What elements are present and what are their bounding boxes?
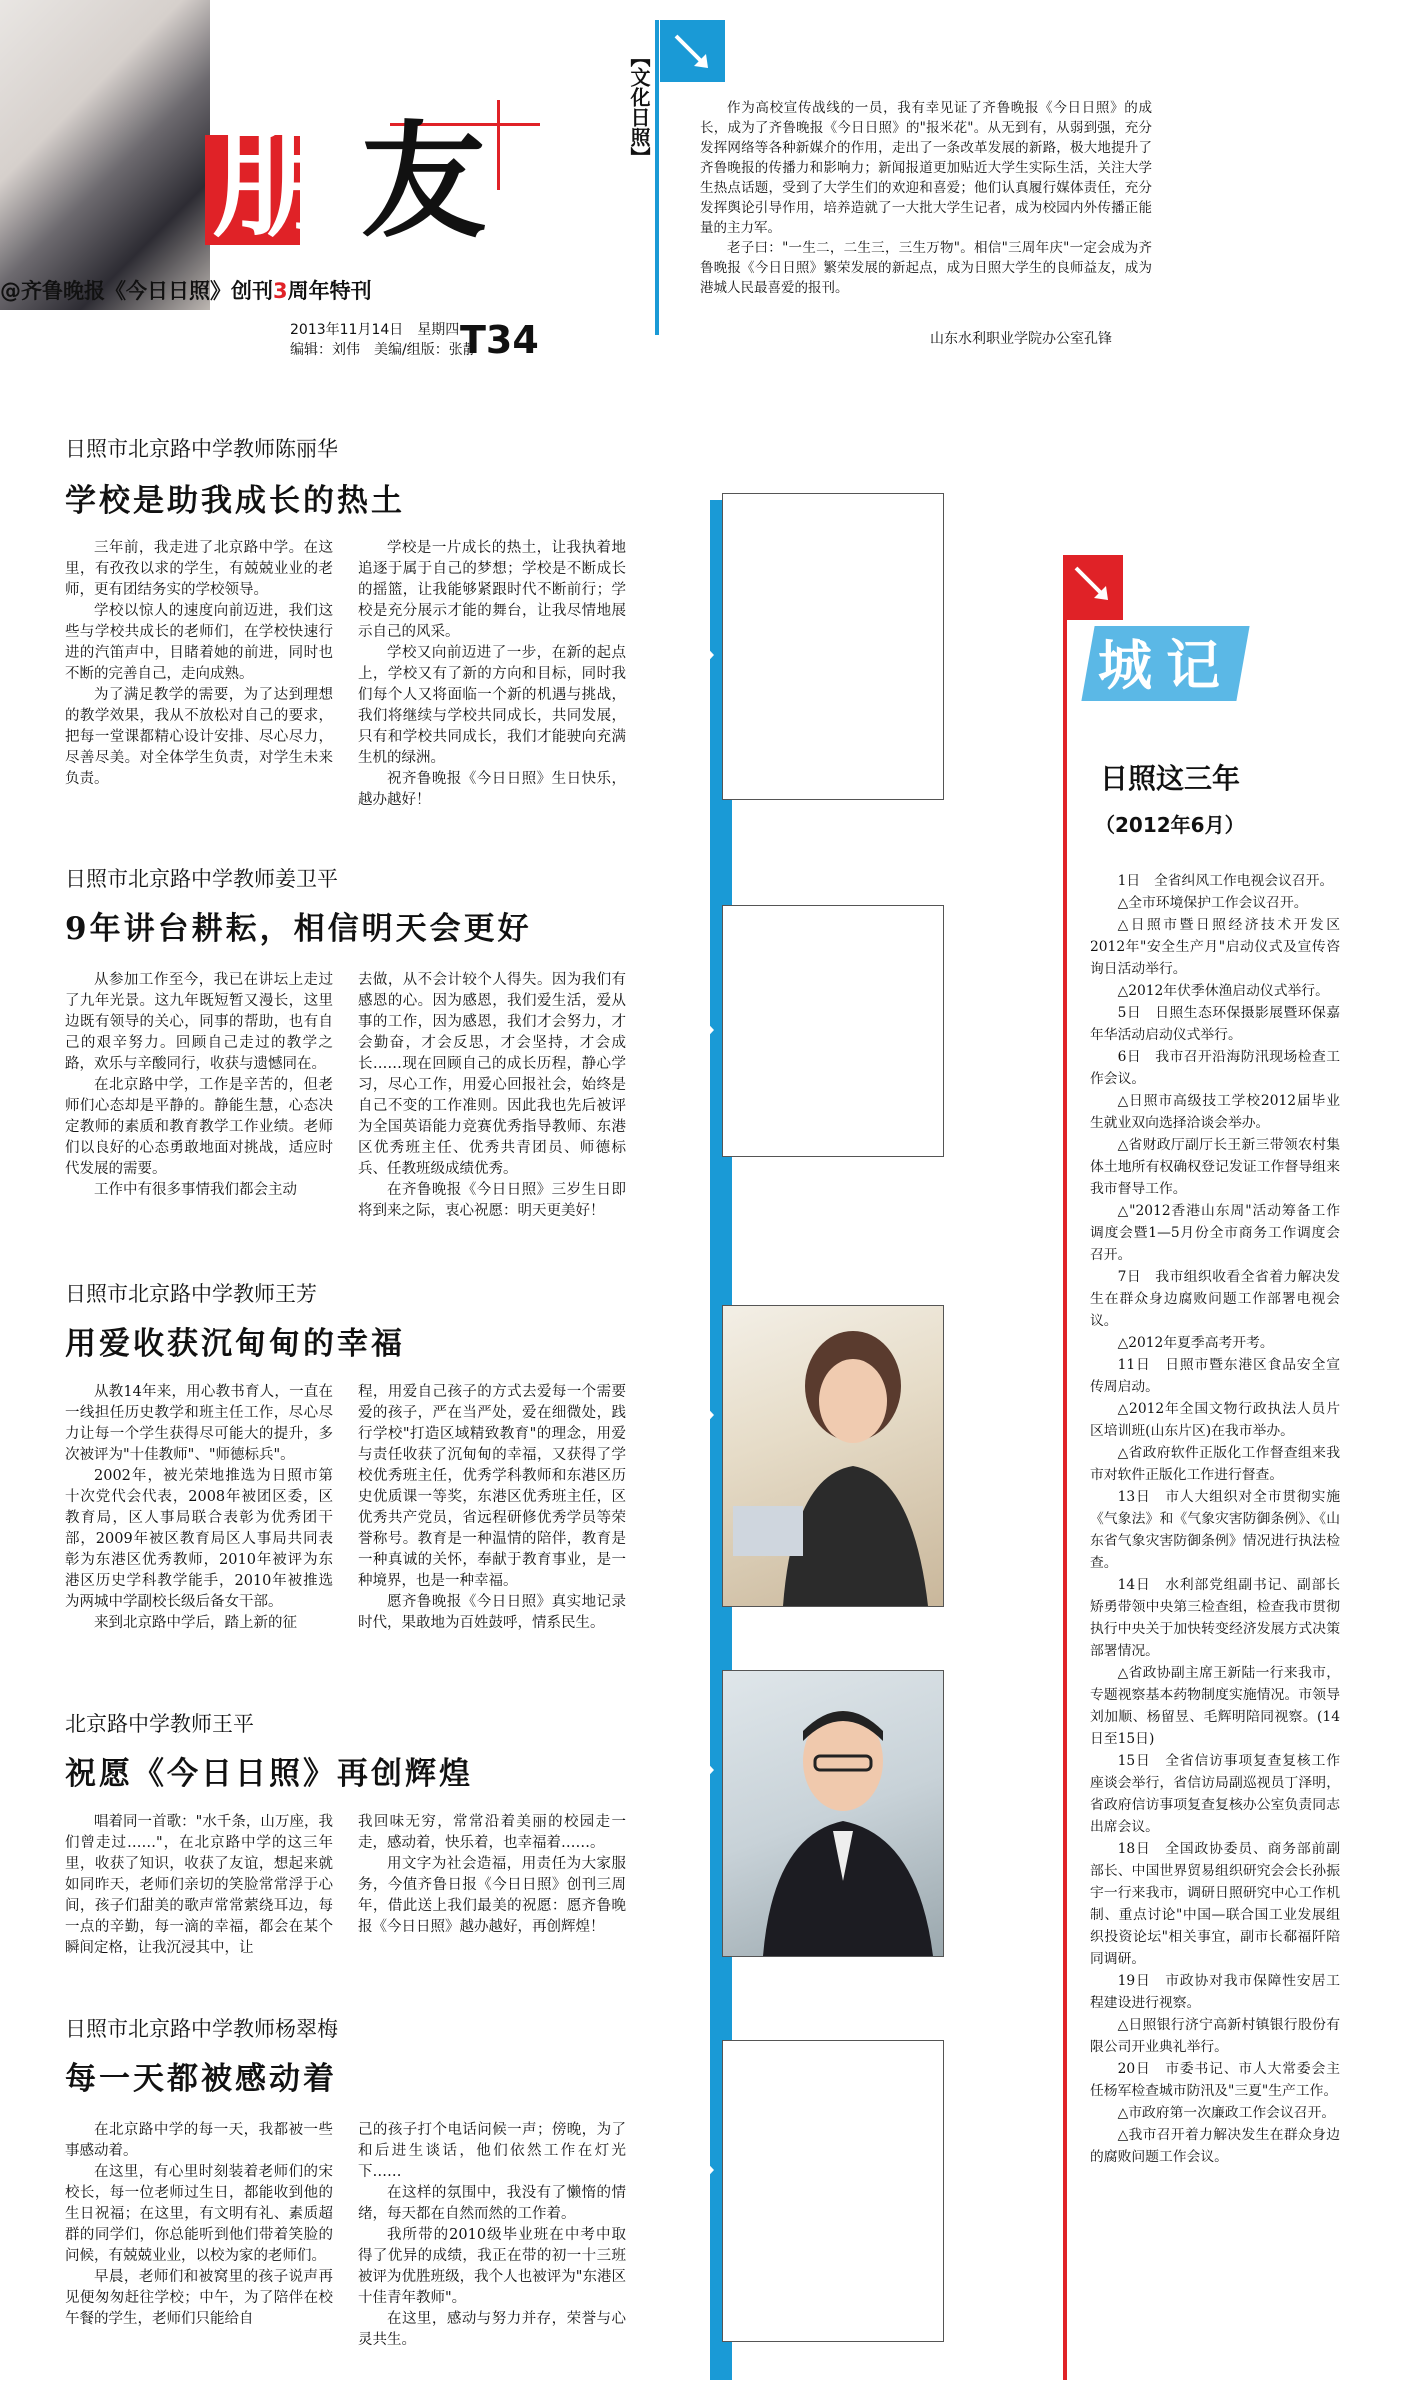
article-column-left — [65, 970, 333, 1201]
article-paragraph: 己的孩子打个电话问候一声；傍晚，为了和后进生谈话，他们依然工作在灯光下…… — [358, 2122, 626, 2180]
masthead-editors: 编辑：刘伟 美编/组版：张静 — [290, 342, 477, 358]
article-column-right — [358, 970, 626, 1222]
chengji-entry: 5日 日照生态环保摄影展暨环保嘉年华活动启动仪式举行。 — [1090, 1005, 1340, 1043]
culture-paragraph: 作为高校宣传战线的一员，我有幸见证了齐鲁晚报《今日日照》的成长，成为了齐鲁晚报《今日日照》的"报米花"。从无到有，从弱到强，充分发挥网络等各种新媒介的作用，走出了一条改革发展的新路，极大地提升了齐鲁晚报的传播力和影响力；新闻报道更加贴近大学生实际生活，关注大学生热点话题，受到了大学生们的欢迎和喜爱；他们认真履行媒体责任，充分发挥舆论引导作用，培养造就了一大批大学生记者，成为校园内外传播正能量的主力军。 — [700, 100, 1152, 236]
article-author: 日照市北京路中学教师王芳 — [65, 1282, 317, 1306]
timeline-notch — [700, 1400, 714, 1430]
article-title: 学校是助我成长的热土 — [65, 483, 405, 519]
culture-blue-line — [655, 20, 659, 335]
article-paragraph: 在北京路中学，工作是辛苦的，但老师们心态却是平静的。静能生慧，心态决定教师的素质和教育教学工作业绩。老师们以良好的心态勇敢地面对挑战，适应时代发展的需要。 — [65, 1077, 333, 1177]
article-paragraph: 早晨，老师们和被窝里的孩子说声再见便匆匆赶往学校；中午，为了陪伴在校午餐的学生，老师们只能给自 — [65, 2269, 333, 2327]
masthead-subtitle-prefix: @齐鲁晚报《今日日照》创刊 — [0, 279, 273, 303]
chengji-entry: △省财政厅副厅长王新三带领农村集体土地所有权确权登记发证工作督导组来我市督导工作。 — [1090, 1137, 1340, 1197]
article-author: 日照市北京路中学教师陈丽华 — [65, 437, 338, 461]
culture-signature: 山东水利职业学院办公室孔锋 — [930, 331, 1112, 347]
chengji-entry: 19日 市政协对我市保障性安居工程建设进行视察。 — [1090, 1973, 1340, 2011]
article-paragraph: 三年前，我走进了北京路中学。在这里，有孜孜以求的学生，有兢兢业业的老师，更有团结务实的学校领导。 — [65, 540, 333, 598]
teacher-photo-wangping — [722, 1670, 944, 1957]
masthead-subtitle-suffix: 周年特刊 — [287, 279, 372, 303]
chengji-entry: △2012年全国文物行政执法人员片区培训班(山东片区)在我市举办。 — [1090, 1401, 1340, 1439]
article-paragraph: 工作中有很多事情我们都会主动 — [94, 1182, 297, 1198]
masthead-info — [290, 320, 477, 360]
article-paragraph: 在这样的氛围中，我没有了懒惰的情绪，每天都在自然而然的工作着。 — [358, 2185, 626, 2222]
chengji-entry: 18日 全国政协委员、商务部前副部长、中国世界贸易组织研究会会长孙振宇一行来我市，调研日照研究中心工作机制、重点讨论"中国—联合国工业发展组织投资论坛"相关事宜，副市长郗福阡陪同调研。 — [1090, 1841, 1340, 1967]
chengji-entry: △2012年夏季高考开考。 — [1117, 1335, 1274, 1351]
chengji-entry: 14日 水利部党组副书记、副部长矫勇带领中央第三检查组，检查我市贯彻执行中央关于加快转变经济发展方式决策部署情况。 — [1090, 1577, 1340, 1659]
masthead-title-char1: 朋 — [212, 110, 351, 255]
timeline-notch — [700, 640, 714, 670]
chengji-entry: △市政府第一次廉政工作会议召开。 — [1117, 2105, 1336, 2121]
teacher-portrait-icon — [723, 1671, 943, 1956]
masthead-subtitle — [0, 275, 545, 311]
arrow-icon — [1068, 560, 1118, 610]
article-title: 每一天都被感动着 — [65, 2061, 337, 2097]
culture-body — [700, 98, 1152, 298]
article-author: 日照市北京路中学教师姜卫平 — [65, 867, 338, 891]
chengji-entry: 15日 全省信访事项复查复核工作座谈会举行，省信访局副巡视员丁泽明，省政府信访事项复查复核办公室负责同志出席会议。 — [1090, 1753, 1340, 1835]
teacher-photo-wangfang — [722, 1305, 944, 1607]
article-paragraph: 从参加工作至今，我已在讲坛上走过了九年光景。这九年既短暂又漫长，这里边既有领导的关心，同事的帮助，也有自己的艰辛努力。回顾自己走过的教学之路，欢乐与辛酸同行，收获与遗憾同在。 — [65, 972, 333, 1072]
culture-paragraph: 老子曰："一生二，二生三，三生万物"。相信"三周年庆"一定会成为齐鲁晚报《今日日照》繁荣发展的新起点，成为日照大学生的良师益友，成为港城人民最喜爱的报刊。 — [700, 240, 1152, 296]
article-column-left — [65, 2120, 333, 2330]
chengji-entry: 1日 全省纠风工作电视会议召开。 — [1117, 873, 1334, 889]
article-paragraph: 2002年，被光荣地推选为日照市第十次党代会代表，2008年被团区委，区教育局，区人事局联合表彰为优秀团干部，2009年被区教育局区人事局共同表彰为东港区优秀教师，2010年被评为东港区历史学科教学能手，2010年被推选为两城中学副校长级后备女干部。 — [65, 1468, 333, 1610]
chengji-entry: 13日 市人大组织对全市贯彻实施《气象法》和《气象灾害防御条例》、《山东省气象灾害防御条例》情况进行执法检查。 — [1090, 1489, 1340, 1571]
article-paragraph: 为了满足教学的需要，为了达到理想的教学效果，我从不放松对自己的要求，把每一堂课都精心设计安排、尽心尽力，尽善尽美。对全体学生负责，对学生未来负责。 — [65, 687, 333, 787]
chengji-tag: 城记 — [1098, 634, 1234, 697]
chengji-date: （2012年6月） — [1095, 813, 1245, 837]
article-column-right — [358, 1812, 626, 1938]
article-paragraph: 去做，从不会计较个人得失。因为我们有感恩的心。因为感恩，我们爱生活，爱从事的工作，因为感恩，我们才会努力，才会勤奋，才会反思，才会坚持，才会成长……现在回顾自己的成长历程，静心学习，尽心工作，用爱心回报社会，始终是自己不变的工作准则。因此我也先后被评为全国英语能力竞赛优秀指导教师、东港区优秀班主任、优秀共青团员、师德标兵、任教班级成绩优秀。 — [358, 972, 626, 1177]
chengji-entry: 20日 市委书记、市人大常委会主任杨军检查城市防汛及"三夏"生产工作。 — [1090, 2061, 1340, 2099]
article-paragraph: 祝齐鲁晚报《今日日照》生日快乐，越办越好！ — [358, 771, 626, 808]
masthead-subtitle-num: 3 — [273, 279, 288, 303]
photo-placeholder — [722, 493, 944, 800]
chengji-entry: △日照市高级技工学校2012届毕业生就业双向选择洽谈会举办。 — [1090, 1093, 1340, 1131]
article-paragraph: 愿齐鲁晚报《今日日照》真实地记录时代，果敢地为百姓鼓呼，情系民生。 — [358, 1594, 626, 1631]
chengji-entry: △全市环境保护工作会议召开。 — [1117, 895, 1308, 911]
masthead-handshake-photo — [0, 0, 210, 310]
chengji-entry: 11日 日照市暨东港区食品安全宣传周启动。 — [1090, 1357, 1340, 1395]
article-paragraph: 我回味无穷，常常沿着美丽的校园走一走，感动着，快乐着，也幸福着……。 — [358, 1814, 626, 1851]
chengji-entry: △日照银行济宁高新村镇银行股份有限公司开业典礼举行。 — [1090, 2017, 1340, 2055]
article-paragraph: 在北京路中学的每一天，我都被一些事感动着。 — [65, 2122, 333, 2159]
article-title: 用爱收获沉甸甸的幸福 — [65, 1326, 405, 1362]
article-author: 北京路中学教师王平 — [65, 1712, 254, 1736]
article-paragraph: 我所带的2010级毕业班在中考中取得了优异的成绩，我正在带的初一十三班被评为优胜班级，我个人也被评为"东港区十佳青年教师"。 — [358, 2227, 626, 2306]
masthead-date: 2013年11月14日 星期四 — [290, 322, 460, 338]
article-paragraph: 在这里，感动与努力并存，荣誉与心灵共生。 — [358, 2311, 626, 2348]
chengji-red-line — [1063, 615, 1067, 2380]
article-paragraph: 在这里，有心里时刻装着老师们的宋校长，每一位老师过生日，都能收到他的生日祝福；在这里，有文明有礼、素质超群的同学们，你总能听到他们带着笑脸的问候，有兢兢业业，以校为家的老师们。 — [65, 2164, 333, 2264]
masthead-title — [212, 110, 500, 255]
article-column-right — [358, 1382, 626, 1634]
article-author: 日照市北京路中学教师杨翠梅 — [65, 2017, 338, 2041]
article-column-right — [358, 538, 626, 811]
photo-placeholder — [722, 2040, 944, 2342]
page-number: T34 — [460, 318, 539, 362]
article-paragraph: 学校又向前迈进了一步，在新的起点上，学校又有了新的方向和目标，同时我们每个人又将面临一个新的机遇与挑战，我们将继续与学校共同成长，共同发展，只有和学校共同成长，我们才能驶向充满生机的绿洲。 — [358, 645, 626, 766]
teacher-portrait-icon — [723, 1306, 943, 1606]
article-paragraph: 用文字为社会造福，用责任为大家服务，今值齐鲁日报《今日日照》创刊三周年，借此送上我们最美的祝愿：愿齐鲁晚报《今日日照》越办越好，再创辉煌！ — [358, 1856, 626, 1935]
timeline-notch — [700, 1015, 714, 1045]
timeline-notch — [700, 1755, 714, 1785]
chengji-title: 日照这三年 — [1100, 762, 1241, 795]
chengji-entry: △"2012香港山东周"活动筹备工作调度会暨1—5月份全市商务工作调度会召开。 — [1090, 1203, 1340, 1263]
article-column-right — [358, 2120, 626, 2351]
masthead-title-char2: 友 — [361, 110, 500, 255]
article-title: 9年讲台耕耘，相信明天会更好 — [65, 911, 532, 947]
article-paragraph: 在齐鲁晚报《今日日照》三岁生日即将到来之际，衷心祝愿：明天更美好！ — [358, 1182, 626, 1219]
article-paragraph: 程，用爱自己孩子的方式去爱每一个需要爱的孩子，严在当严处，爱在细微处，践行学校"打造区域精致教育"的理念，用爱与责任收获了沉甸甸的幸福，又获得了学校优秀班主任，优秀学科教师和东港区历史优质课一等奖，东港区优秀班主任，区优秀共产党员，省远程研修优秀学员等荣誉称号。教育是一种温情的陪伴，教育是一种真诚的关怀，奉献于教育事业，是一种境界，也是一种幸福。 — [358, 1384, 626, 1589]
chengji-entry: 6日 我市召开沿海防汛现场检查工作会议。 — [1090, 1049, 1340, 1087]
timeline-notch — [700, 2155, 714, 2185]
chengji-entry: 7日 我市组织收看全省着力解决发生在群众身边腐败问题工作部署电视会议。 — [1090, 1269, 1340, 1329]
article-paragraph: 来到北京路中学后，踏上新的征 — [94, 1615, 297, 1631]
article-column-left — [65, 1812, 333, 1959]
arrow-icon — [668, 28, 716, 76]
chengji-entries — [1090, 870, 1340, 2168]
article-paragraph: 从教14年来，用心教书育人，一直在一线担任历史教学和班主任工作，尽心尽力让每一个学生获得尽可能大的提升，多次被评为"十佳教师"、"师德标兵"。 — [65, 1384, 333, 1463]
article-paragraph: 唱着同一首歌："水千条，山万座，我们曾走过……"，在北京路中学的这三年里，收获了知识，收获了友谊，想起来就如同昨天，老师们亲切的笑脸常常浮于心间，孩子们甜美的歌声常常萦绕耳边，每一点的辛勤，每一滴的幸福，都会在某个瞬间定格，让我沉浸其中，让 — [65, 1814, 333, 1956]
article-title: 祝愿《今日日照》再创辉煌 — [65, 1756, 473, 1792]
chengji-entry: △2012年伏季休渔启动仪式举行。 — [1117, 983, 1329, 999]
chengji-entry: △日照市暨日照经济技术开发区2012年"安全生产月"启动仪式及宣传咨询日活动举行。 — [1090, 917, 1340, 977]
article-paragraph: 学校是一片成长的热土，让我执着地追逐于属于自己的梦想；学校是不断成长的摇篮，让我能够紧跟时代不断前行；学校是充分展示才能的舞台，让我尽情地展示自己的风采。 — [358, 540, 626, 640]
article-column-left — [65, 1382, 333, 1634]
photo-placeholder — [722, 905, 944, 1157]
chengji-entry: △省政协副主席王新陆一行来我市，专题视察基本药物制度实施情况。市领导刘加顺、杨留昱、毛辉明陪同视察。(14日至15日) — [1090, 1665, 1340, 1747]
culture-tag: 【文化日照】 — [627, 47, 651, 167]
chengji-entry: △我市召开着力解决发生在群众身边的腐败问题工作会议。 — [1090, 2127, 1340, 2165]
chengji-entry: △省政府软件正版化工作督查组来我市对软件正版化工作进行督查。 — [1090, 1445, 1340, 1483]
article-paragraph: 学校以惊人的速度向前迈进，我们这些与学校共成长的老师们，在学校快速行进的汽笛声中，目睹着她的前进，同时也不断的完善自己，走向成熟。 — [65, 603, 333, 682]
article-column-left — [65, 538, 333, 790]
